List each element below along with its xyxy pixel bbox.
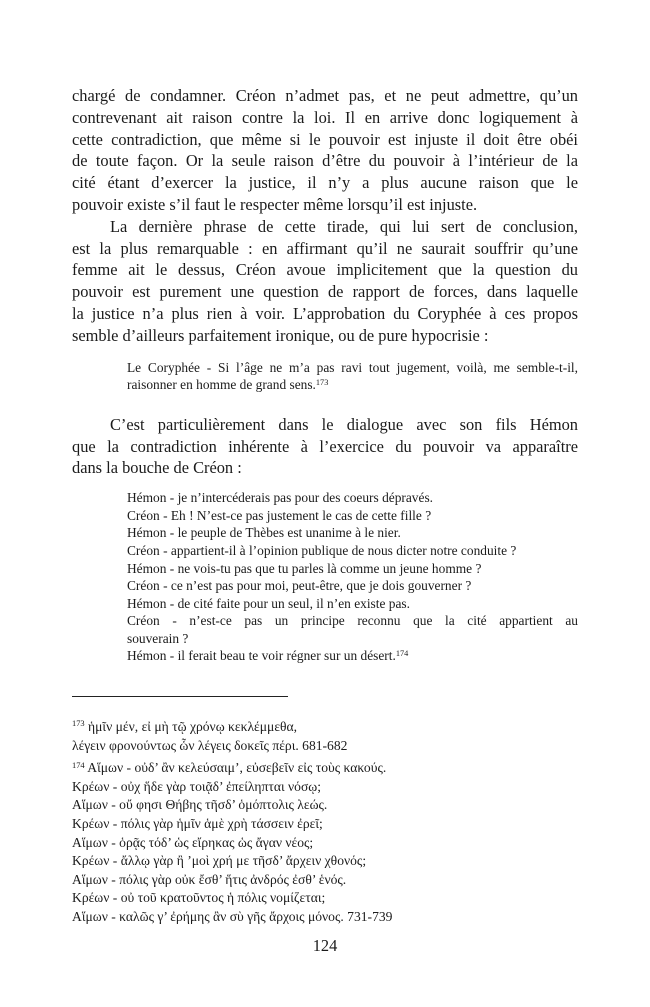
text-line: Hémon - il ferait beau te voir régner sur un désert.$^{174}$	[127, 648, 409, 664]
text-line: Αἵμων - ὁρᾷς τόδ’ ὡς εἴρηκας ὡς ἄγαν νέος;	[72, 834, 314, 850]
paragraph-dialogue-intro	[72, 414, 578, 479]
text-line: Hémon - ne vois-tu pas que tu parles là comme un jeune homme ?	[127, 560, 482, 576]
footnote-ref-marker: 173	[315, 377, 329, 387]
paragraph-derniere-phrase	[72, 216, 578, 347]
text-line: chargé de condamner. Créon n’admet pas, et ne peut admettre, qu’un	[72, 86, 578, 105]
page-number: 124	[312, 935, 338, 955]
text-line: Αἵμων - πόλις γὰρ οὐκ ἔσθ’ ἥτις ἀνδρός ἐσθ’ ἑνός.	[72, 871, 347, 887]
text-line: Hémon - je n’intercéderais pas pour des coeurs dépravés.	[127, 490, 434, 506]
footnote-number-marker: 174	[72, 759, 85, 770]
footnote-separator-rule	[72, 696, 288, 697]
text-line: Créon - Eh ! N’est-ce pas justement le cas de cette fille ?	[127, 507, 432, 523]
text-line: Hémon - le peuple de Thèbes est unanime à le nier.	[127, 525, 401, 541]
text-line: $^{173}$ ἡμῖν μέν, εἰ μὴ τῷ χρόνῳ κεκλέμμεθα,	[72, 718, 298, 735]
text-line: $^{174}$ Αἵμων - οὐδ’ ἂν κελεύσαιμ’, εὐσεβεῖν εἰς τοὺς κακούς.	[72, 759, 387, 776]
text-line: semble d’ailleurs parfaitement ironique, ou de pure hypocrisie :	[72, 325, 489, 345]
text-line: Le Coryphée - Si l’âge ne m’a pas ravi tout jugement, voilà, me semble-t-il,	[127, 359, 578, 375]
text-line: raisonner en homme de grand sens.$^{173}$	[127, 377, 329, 393]
footnote-number-marker: 173	[72, 718, 85, 729]
text-line: cette contradiction, que même si le pouvoir est injuste il doit être obéi	[72, 129, 578, 149]
text-line: C’est particulièrement dans le dialogue avec son fils Hémon	[110, 414, 578, 434]
text-line: Hémon - de cité faite pour un seul, il n’en existe pas.	[127, 595, 410, 611]
text-line: cité étant d’exercer la justice, il n’y a plus aucune raison que le	[72, 173, 578, 193]
text-line: Αἵμων - οὔ φησι Θήβης τῆσδ’ ὁμόπτολις λεώς.	[72, 797, 328, 813]
text-line: Créon - n’est-ce pas un principe reconnu que la cité appartient au	[127, 613, 578, 629]
page-body	[72, 85, 578, 956]
text-line: Κρέων - πόλις γὰρ ἡμῖν ἁμὲ χρὴ τάσσειν ἐρεῖ;	[72, 816, 323, 832]
text-line: Αἵμων - καλῶς γ’ ἐρήμης ἂν σὺ γῆς ἄρχοις μόνος. 731-739	[72, 909, 393, 925]
footnote-174	[72, 759, 578, 926]
text-line: La dernière phrase de cette tirade, qui lui sert de conclusion,	[110, 216, 578, 236]
text-line: Créon - appartient-il à l’opinion publique de nous dicter notre conduite ?	[127, 542, 517, 558]
footnote-ref-marker: 174	[395, 648, 409, 658]
paragraph-continuation	[72, 85, 578, 216]
blockquote-coryphee	[127, 359, 578, 394]
text-line: la justice n’a plus rien à voir. L’approbation du Coryphée à ces propos	[72, 303, 578, 323]
text-line: pouvoir existe s’il faut le respecter même lorsqu’il est injuste.	[72, 194, 478, 214]
text-line: de toute façon. Or la seule raison d’être du pouvoir à l’intérieur de la	[72, 151, 578, 171]
text-line: Κρέων - οὐ τοῦ κρατοῦντος ἡ πόλις νομίζεται;	[72, 890, 326, 906]
text-line: femme ait le dessus, Créon avoue implicitement que la question du	[72, 260, 578, 280]
text-line: contrevenant ait raison contre la loi. Il en arrive donc logiquement à	[72, 107, 578, 127]
text-line: est la plus remarquable : en affirmant qu’il ne saurait souffrir qu’une	[72, 238, 578, 258]
text-line: pouvoir est purement une question de rapport de forces, dans laquelle	[72, 282, 578, 302]
text-line: que la contradiction inhérente à l’exercice du pouvoir va apparaître	[72, 436, 578, 456]
text-line: Créon - ce n’est pas pour moi, peut-être, que je dois gouverner ?	[127, 578, 472, 594]
text-line: souverain ?	[127, 630, 189, 646]
text-line: Κρέων - ἄλλῳ γὰρ ἢ ’μοὶ χρή με τῆσδ’ ἄρχειν χθονός;	[72, 853, 367, 869]
text-line: dans la bouche de Créon :	[72, 458, 242, 478]
footnote-173	[72, 718, 578, 755]
blockquote-dialogue-hemon-creon	[127, 489, 578, 665]
text-line: Κρέων - οὐχ ἥδε γὰρ τοιᾷδ’ ἐπείληπται νόσῳ;	[72, 778, 321, 794]
text-line: λέγειν φρονούντως ὧν λέγεις δοκεῖς πέρι. 681-682	[72, 737, 348, 753]
